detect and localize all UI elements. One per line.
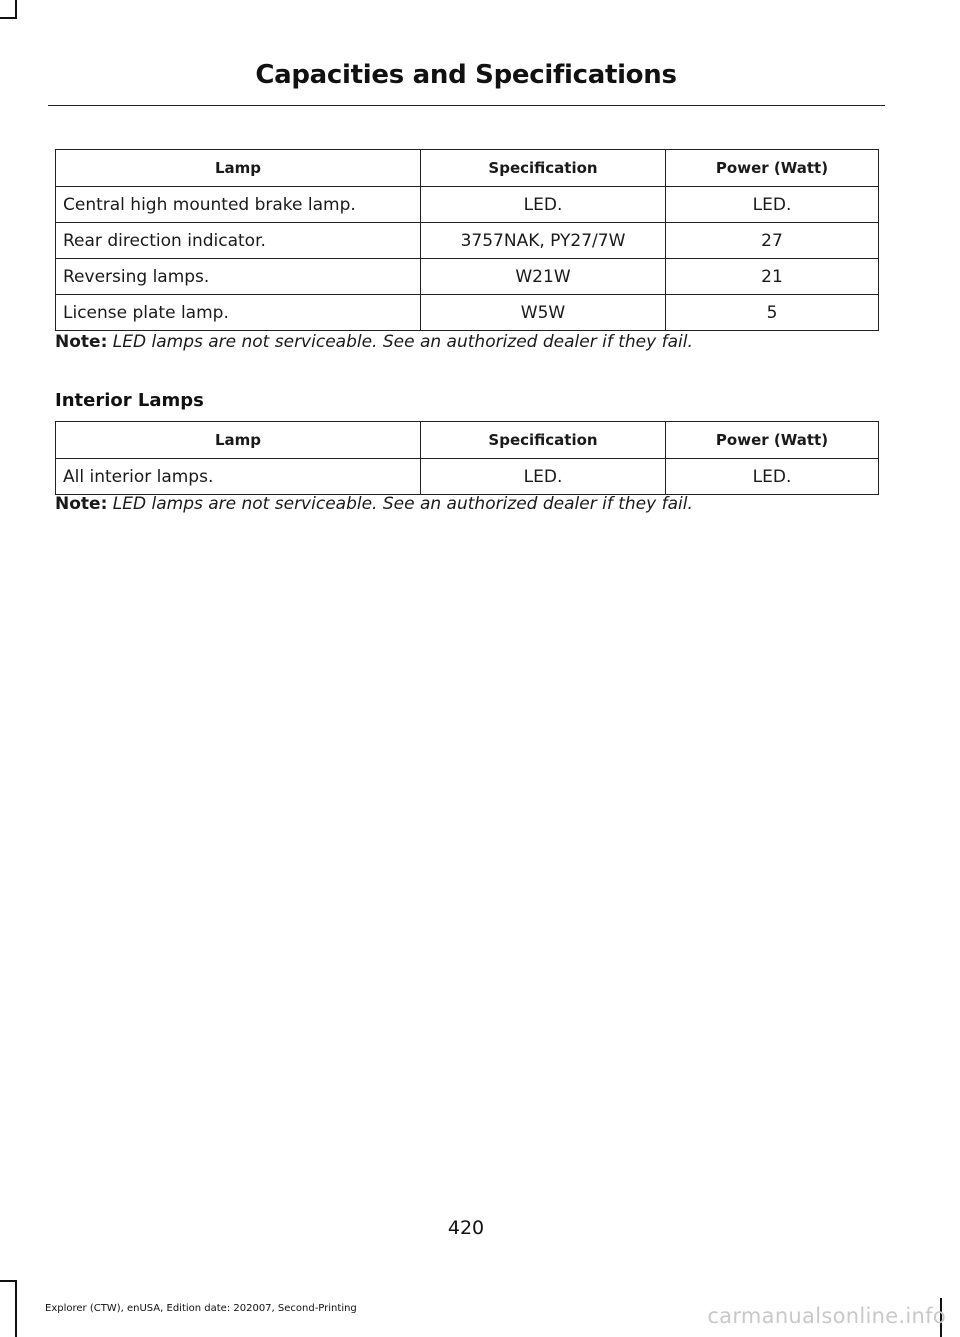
column-header-lamp: Lamp — [56, 422, 421, 459]
note-label: Note: — [55, 332, 108, 352]
note-label: Note: — [55, 494, 108, 514]
table-row — [56, 295, 879, 331]
specification-cell: LED. — [421, 459, 666, 495]
power-cell: LED. — [666, 459, 879, 495]
column-header-specification: Specification — [421, 150, 666, 187]
table-row — [56, 459, 879, 495]
table-row — [56, 223, 879, 259]
power-cell: 21 — [666, 259, 879, 295]
exterior-note — [55, 332, 693, 352]
footer-edition-text: Explorer (CTW), enUSA, Edition date: 202007, Second-Printing — [45, 1303, 357, 1314]
table-header-row — [56, 150, 879, 187]
lamp-cell: Central high mounted brake lamp. — [56, 187, 421, 223]
crop-mark — [0, 17, 17, 19]
page-number: 420 — [447, 1217, 485, 1239]
power-cell: 27 — [666, 223, 879, 259]
column-header-power: Power (Watt) — [666, 422, 879, 459]
specification-cell: LED. — [421, 187, 666, 223]
table-row — [56, 259, 879, 295]
power-cell: LED. — [666, 187, 879, 223]
page-title: Capacities and Specifications — [255, 60, 677, 90]
crop-mark — [15, 0, 17, 18]
lamp-cell: All interior lamps. — [56, 459, 421, 495]
specification-cell: 3757NAK, PY27/7W — [421, 223, 666, 259]
watermark[interactable]: carmanualsonline.info — [707, 1304, 946, 1328]
interior-lamps-table — [55, 421, 879, 495]
lamp-cell: Reversing lamps. — [56, 259, 421, 295]
table-header-row — [56, 422, 879, 459]
crop-mark — [0, 1280, 17, 1282]
column-header-lamp: Lamp — [56, 150, 421, 187]
title-divider — [48, 105, 885, 106]
lamp-cell: Rear direction indicator. — [56, 223, 421, 259]
column-header-power: Power (Watt) — [666, 150, 879, 187]
table-row — [56, 187, 879, 223]
lamp-cell: License plate lamp. — [56, 295, 421, 331]
column-header-specification: Specification — [421, 422, 666, 459]
power-cell: 5 — [666, 295, 879, 331]
note-text: LED lamps are not serviceable. See an authorized dealer if they fail. — [112, 494, 693, 514]
note-text: LED lamps are not serviceable. See an authorized dealer if they fail. — [112, 332, 693, 352]
crop-mark — [15, 1280, 17, 1337]
specification-cell: W5W — [421, 295, 666, 331]
specification-cell: W21W — [421, 259, 666, 295]
interior-lamps-heading: Interior Lamps — [55, 390, 204, 411]
exterior-lamps-table — [55, 149, 879, 331]
interior-note — [55, 494, 693, 514]
